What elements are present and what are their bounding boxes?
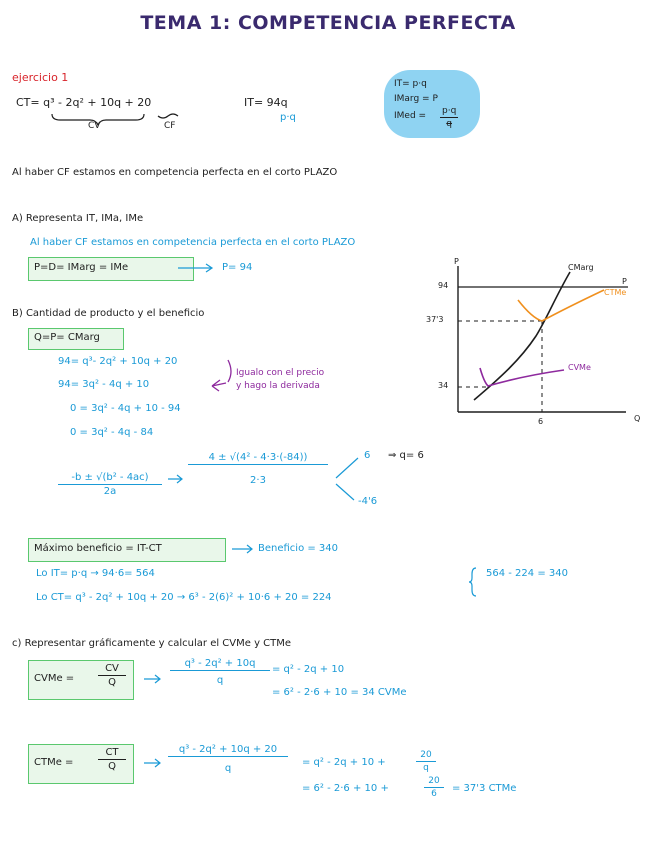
cp-note: Al haber CF estamos en competencia perfecta en el corto PLAZO	[12, 167, 338, 178]
cmarg-curve	[474, 272, 570, 400]
section-b-box-text: Q=P= CMarg	[34, 332, 100, 343]
section-b-heading: B) Cantidad de producto y el beneficio	[12, 308, 205, 319]
it-calc: Lo IT= p·q → 94·6= 564	[36, 568, 155, 579]
it-equation: IT= 94q	[244, 96, 288, 109]
annotation-2: y hago la derivada	[236, 381, 320, 391]
graph-y-label: P	[454, 257, 459, 266]
cvme-eq2: = 6² - 2·6 + 10 = 34 CVMe	[272, 687, 407, 698]
root-result: ⇒ q= 6	[388, 450, 424, 461]
ctme-den: Q	[108, 761, 116, 772]
section-c-heading: c) Representar gráficamente y calcular el CVMe y CTMe	[12, 638, 292, 649]
ctme-label: CTMe	[604, 288, 627, 297]
cf-underbrace	[158, 114, 178, 118]
ctme-eq2-den: 6	[431, 789, 437, 799]
cv-label: CV	[88, 121, 101, 131]
ctme-eq1-den: q	[423, 763, 429, 773]
ct-calc: Lo CT= q³ - 2q² + 10q + 20 → 6³ - 2(6)² + 10·6 + 20 = 224	[36, 592, 332, 603]
ctme-eq2-end: = 37'3 CTMe	[452, 783, 517, 794]
bubble-line-1: IT= p·q	[394, 79, 427, 89]
pq-label: p·q	[280, 112, 296, 123]
cvme-eq1: = q² - 2q + 10	[272, 664, 345, 675]
y-tick-94: 94	[438, 281, 449, 290]
difference: 564 - 224 = 340	[486, 568, 568, 579]
ctme-eq1-num: 20	[416, 750, 436, 762]
graph-x-label: Q	[634, 414, 641, 423]
cvme-frac-den: q	[216, 675, 224, 686]
step-2: 94= 3q² - 4q + 10	[58, 379, 150, 390]
purple-arrow-icon	[212, 380, 226, 391]
section-a-box-text: P=D= IMarg = IMe	[34, 262, 129, 273]
sub-num: 4 ± √(4² - 4·3·(-84))	[188, 452, 328, 465]
bubble-fraction-num: p·q	[442, 106, 457, 116]
ctme-curve	[518, 290, 604, 321]
bubble-line-3: IMed =	[394, 111, 427, 121]
bubble-line-2: IMarg = P	[394, 94, 438, 104]
cv-underbrace	[52, 114, 144, 125]
root-positive: 6	[364, 450, 371, 461]
quadratic-den: 2a	[103, 486, 117, 497]
bubble-fraction-den: q	[446, 119, 452, 129]
arrow-benefit-icon	[232, 545, 252, 553]
cvme-den: Q	[108, 677, 116, 688]
cmarg-label: CMarg	[568, 263, 594, 272]
cvme-num: CV	[98, 663, 126, 676]
arrow-cvme-icon	[144, 675, 160, 683]
ctme-eq2: = 6² - 2·6 + 10 +	[302, 783, 389, 794]
ctme-num: CT	[98, 747, 126, 760]
ctme-frac-den: q	[224, 763, 232, 774]
ctme-eq2-num: 20	[424, 776, 444, 788]
difference-brace	[469, 568, 476, 596]
cf-label: CF	[164, 121, 176, 131]
ctme-frac-num: q³ - 2q² + 10q + 20	[168, 744, 288, 757]
y-tick-34: 34	[438, 381, 449, 390]
p-label: P	[622, 277, 627, 286]
section-a-result: P= 94	[222, 262, 253, 273]
cvme-label: CVMe	[568, 363, 591, 372]
quadratic-num: -b ± √(b² - 4ac)	[58, 472, 162, 485]
ct-equation: CT= q³ - 2q² + 10q + 20	[16, 96, 152, 109]
step-4: 0 = 3q² - 4q - 84	[70, 427, 154, 438]
page-title: TEMA 1: COMPETENCIA PERFECTA	[140, 12, 516, 34]
arrow-ctme-icon	[144, 759, 160, 767]
root-branches	[336, 458, 358, 500]
step-1: 94= q³- 2q² + 10q + 20	[58, 356, 178, 367]
purple-bracket	[228, 360, 231, 382]
cvme-prefix: CVMe =	[34, 673, 75, 684]
x-tick-6: 6	[538, 417, 544, 426]
annotation-1: Igualo con el precio	[236, 368, 325, 378]
arrow-quad-icon	[168, 475, 182, 483]
exercise-label: ejercicio 1	[12, 71, 69, 84]
section-a-note: Al haber CF estamos en competencia perfecta en el corto PLAZO	[30, 237, 356, 248]
beneficio: Beneficio = 340	[258, 543, 339, 554]
section-a-heading: A) Representa IT, IMa, IMe	[12, 213, 144, 224]
step-3: 0 = 3q² - 4q + 10 - 94	[70, 403, 181, 414]
arrow-a-icon	[178, 264, 212, 272]
sub-den: 2·3	[250, 475, 266, 486]
y-tick-373: 37'3	[426, 315, 444, 324]
ctme-eq1: = q² - 2q + 10 +	[302, 757, 386, 768]
cvme-frac-num: q³ - 2q² + 10q	[170, 658, 270, 671]
max-benefit-text: Máximo beneficio = IT-CT	[34, 543, 162, 554]
ctme-prefix: CTMe =	[34, 757, 74, 768]
root-negative: -4'6	[358, 496, 378, 507]
cost-graph	[458, 263, 628, 412]
